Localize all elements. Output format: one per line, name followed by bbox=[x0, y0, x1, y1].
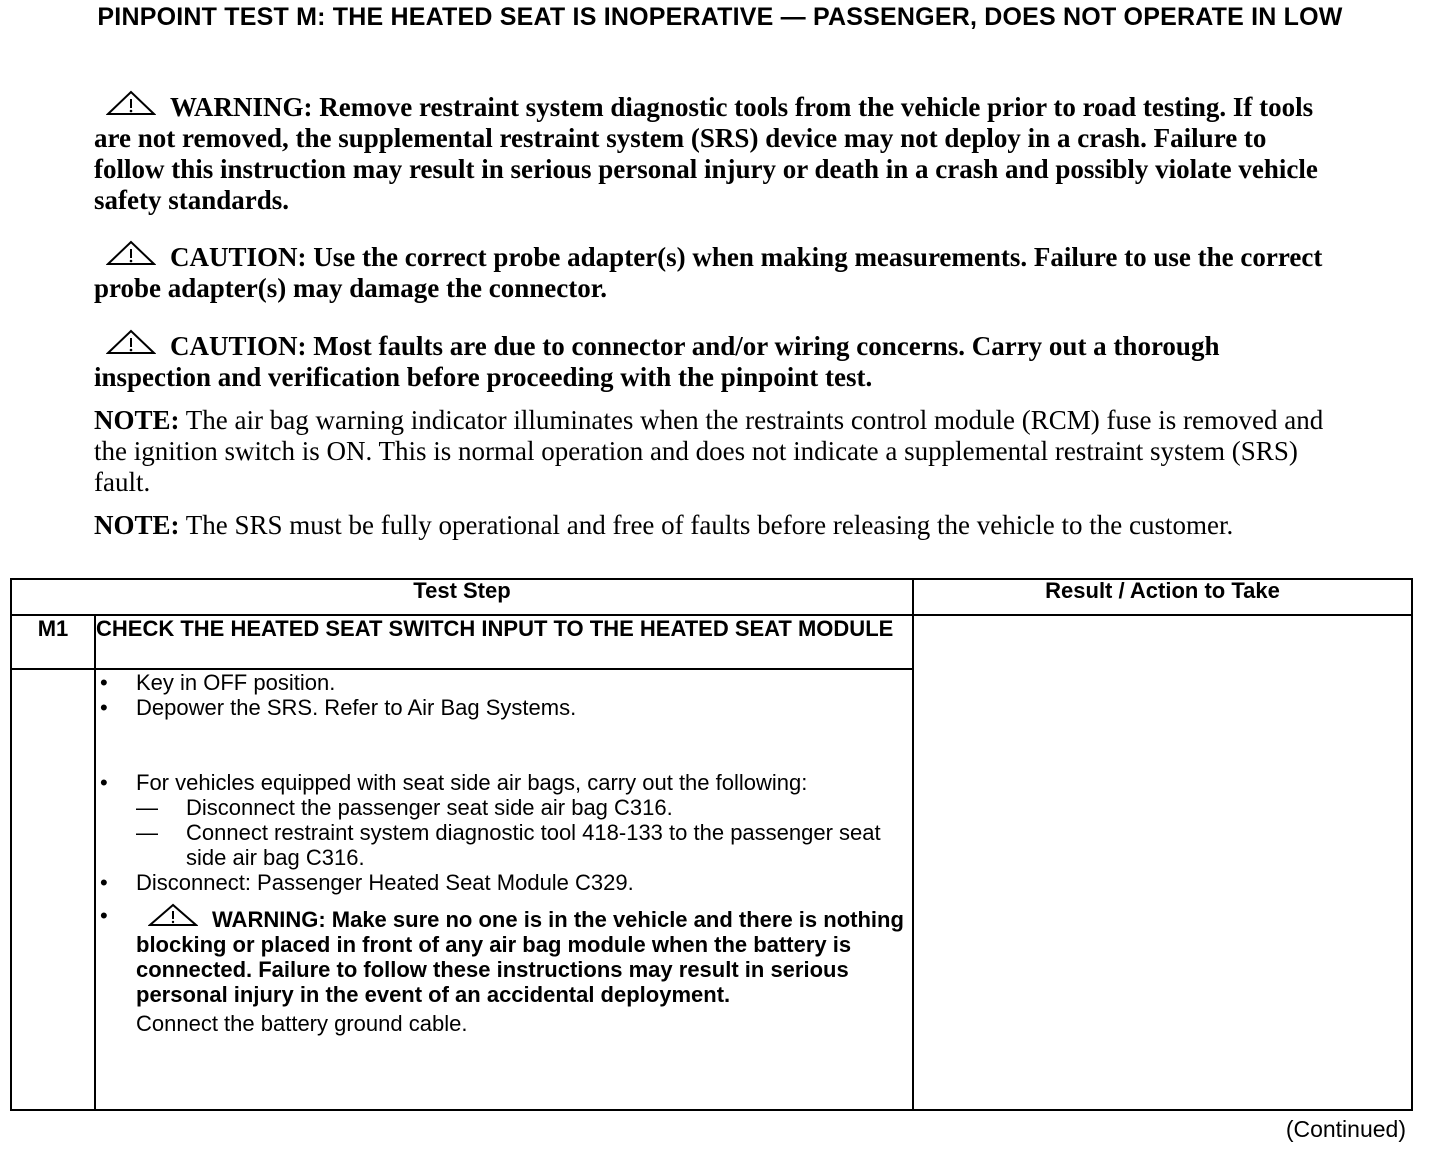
column-header-result: Result / Action to Take bbox=[913, 579, 1412, 615]
note-paragraph-2 bbox=[94, 510, 1324, 541]
caution-text-2: CAUTION: Most faults are due to connector and/or wiring concerns. Carry out a thorough inspection and verification before proceeding with the pinpoint test. bbox=[94, 331, 1220, 392]
warning-triangle-icon bbox=[148, 903, 198, 932]
result-cell bbox=[913, 615, 1412, 1110]
note-paragraph-1 bbox=[94, 405, 1324, 498]
sub-list-item: — Connect restraint system diagnostic tool 418-133 to the passenger seat side air bag C316. bbox=[136, 820, 881, 870]
list-item: • For vehicles equipped with seat side air bags, carry out the following: — Disconnect the passenger seat side air bag C316. — Connect restraint system diagnostic tool 418-133 to the passenger seat side air bag C316. bbox=[96, 770, 912, 870]
warning-text: WARNING: Remove restraint system diagnostic tools from the vehicle prior to road testing. If tools are not removed, the supplemental restraint system (SRS) device may not deploy in a crash. Failure to follow this instruction may result in serious personal injury or death in a crash and possibly violate vehicle safety standards. bbox=[94, 92, 1318, 215]
continued-label: (Continued) bbox=[1285, 1116, 1406, 1142]
list-item: • WARNING: Make sure no one is in the vehicle and there is nothing blocking or placed in front of any air bag module when the battery is connected. Failure to follow these instructions may result in serious personal injury in the event of an accidental deployment. Connect the battery ground cable. bbox=[96, 903, 912, 1036]
note-text: The air bag warning indicator illuminates when the restraints control module (RCM) fuse is removed and the ignition switch is ON. This is normal operation and does not indicate a supplemental restraint system (SRS) fault. bbox=[94, 405, 1324, 497]
test-step-table bbox=[10, 578, 1413, 1111]
page-title: PINPOINT TEST M: THE HEATED SEAT IS INOPERATIVE — PASSENGER, DOES NOT OPERATE IN LOW bbox=[97, 3, 1343, 31]
step-id-spacer bbox=[11, 669, 95, 1110]
step-id: M1 bbox=[11, 615, 95, 669]
list-item: • Disconnect: Passenger Heated Seat Module C329. bbox=[100, 870, 634, 895]
note-label: NOTE: bbox=[94, 510, 180, 540]
caution-text-1: CAUTION: Use the correct probe adapter(s) when making measurements. Failure to use the correct probe adapter(s) may damage the connector. bbox=[94, 242, 1323, 303]
warning-triangle-icon bbox=[106, 240, 156, 266]
note-label: NOTE: bbox=[94, 405, 180, 435]
warning-triangle-icon bbox=[106, 329, 156, 355]
list-item: • Key in OFF position. bbox=[100, 670, 336, 695]
step-instructions bbox=[95, 669, 913, 1110]
caution-paragraph-1 bbox=[94, 240, 1324, 304]
step-action-text: Connect the battery ground cable. bbox=[136, 1011, 468, 1036]
column-header-test-step: Test Step bbox=[11, 579, 913, 615]
step-warning-text: WARNING: Make sure no one is in the vehicle and there is nothing blocking or placed in front of any air bag module when the battery is connected. Failure to follow these instructions may result in serious personal injury in the event of an accidental deployment. bbox=[136, 907, 904, 1007]
sub-list-item: — Disconnect the passenger seat side air bag C316. bbox=[136, 795, 673, 820]
warning-triangle-icon bbox=[106, 90, 156, 116]
warning-paragraph bbox=[94, 90, 1324, 216]
note-text: The SRS must be fully operational and free of faults before releasing the vehicle to the customer. bbox=[179, 510, 1234, 540]
step-heading: CHECK THE HEATED SEAT SWITCH INPUT TO THE HEATED SEAT MODULE bbox=[95, 615, 913, 669]
caution-paragraph-2 bbox=[94, 329, 1324, 393]
list-item: • Depower the SRS. Refer to Air Bag Systems. bbox=[100, 695, 577, 720]
